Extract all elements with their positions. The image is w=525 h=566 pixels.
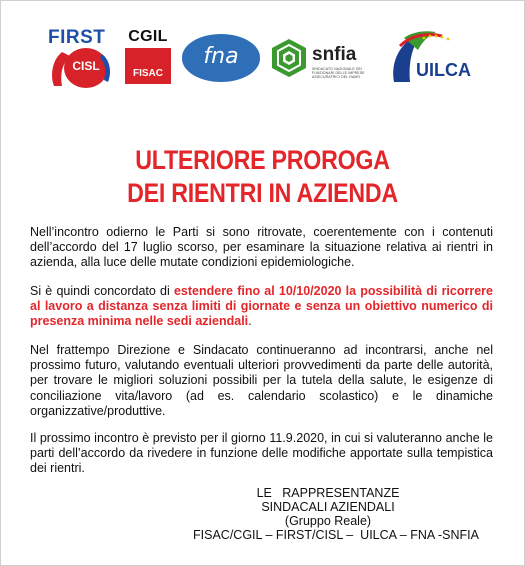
paragraph-3: Nel frattempo Direzione e Sindacato continueranno ad incontrarsi, anche nel prossimo futuro, valutando eventuali ulteriori provvedimenti da parte delle autorità, per trovare le migliori soluzioni possibili per la tutela della salute, le esigenze di conciliazione vita/lavoro (ad es. calendario scolastico) e le dinamiche organizzative/produttive. — [30, 343, 493, 418]
paragraph-2-prefix: Si è quindi concordato di — [30, 284, 174, 298]
snfia-logo-text: snfia — [312, 44, 357, 65]
cgil-fisac-logo — [122, 28, 174, 86]
first-logo-text: FIRST — [48, 27, 106, 48]
fisac-logo-text: FISAC — [133, 68, 163, 79]
logo-bar — [0, 0, 525, 100]
signature-line-1: LE RAPPRESENTANZE — [256, 486, 400, 500]
signature-line-2: SINDACALI AZIENDALI — [261, 500, 395, 514]
cgil-logo-text: CGIL — [128, 28, 168, 45]
snfia-logo — [270, 38, 380, 84]
paragraph-4: Il prossimo incontro è previsto per il giorno 11.9.2020, in cui si valuteranno anche le parti dell’accordo da rivedere in funzione delle modifiche apportate sulla tempistica dei rientri. — [30, 431, 493, 476]
title-line-1: ULTERIORE PROROGA — [135, 145, 390, 175]
signature-line-3: (Gruppo Reale) — [284, 514, 372, 528]
paragraph-2-highlight: estendere fino al 10/10/2020 la possibilità di ricorrere al lavoro a distanza senza limiti di giornate e senza un obiettivo numerico di presenza minima nelle sedi aziendali — [30, 284, 493, 329]
fna-logo — [182, 34, 262, 84]
uilca-logo — [384, 26, 484, 88]
paragraph-2 — [30, 284, 493, 330]
paragraph-2-suffix: . — [248, 314, 252, 329]
snfia-logo-subtitle: SINDACATO NAZIONALE DEI FUNZIONARI DELLE IMPRESE ASSICURATRICI DEL RAMO — [312, 67, 365, 79]
document-title — [37, 144, 489, 210]
uilca-logo-text: UILCA — [416, 60, 471, 80]
fna-logo-text: fna — [203, 44, 239, 69]
signature-line-4: FISAC/CGIL – FIRST/CISL – UILCA – FNA -SNFIA — [193, 528, 479, 542]
title-line-2: DEI RIENTRI IN AZIENDA — [127, 178, 398, 208]
cisl-logo-text: CISL — [72, 59, 100, 73]
first-cisl-logo — [48, 28, 114, 90]
snfia-hexagon-icon — [270, 38, 308, 78]
paragraph-1: Nell’incontro odierno le Parti si sono ritrovate, coerentemente con i contenuti dell’accordo del 17 luglio scorso, per esaminare la situazione relativa ai rientri in azienda, alla luce delle mutate condizioni epidemiologiche. — [30, 225, 493, 270]
